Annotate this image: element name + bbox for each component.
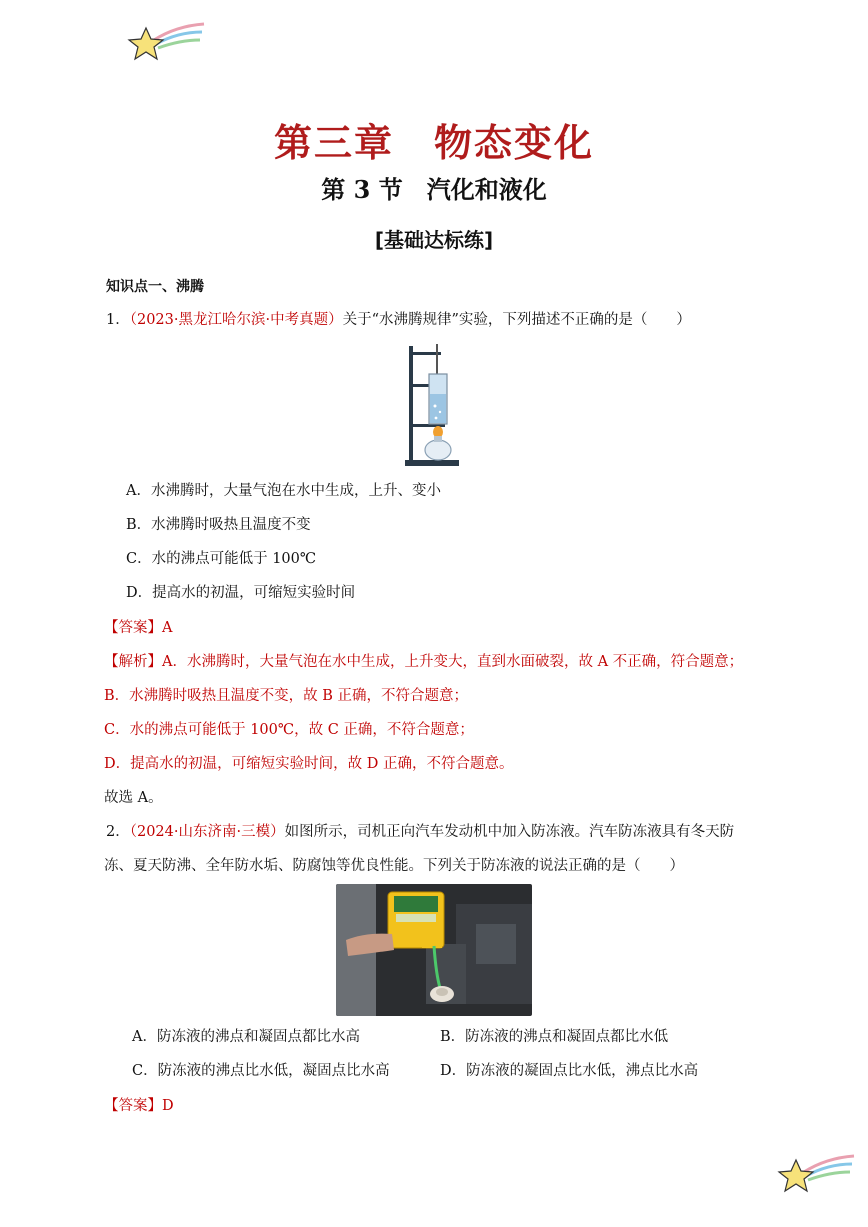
question-1-stem [106,310,691,330]
option-c: C．防冻液的沸点比水低，凝固点比水高 [132,1063,390,1079]
question-source: （2023·黑龙江哈尔滨·中考真题） [129,312,343,328]
answer-label: 【答案】 [104,1098,162,1114]
answer-label: 【答案】 [104,620,162,636]
analysis-line: B．水沸腾时吸热且温度不变，故 B 正确，不符合题意； [104,688,469,704]
option-b: B．防冻液的沸点和凝固点都比水低 [440,1029,669,1045]
analysis-line: C．水的沸点可能低于 100℃，故 C 正确，不符合题意； [104,722,474,738]
question-source: （2024·山东济南·三模） [129,824,285,840]
antifreeze-photo-image [336,884,532,1016]
answer-value: A [162,620,173,636]
question-2-stem-continued: 冻、夏天防沸、全年防水垢、防腐蚀等优良性能。下列关于防冻液的说法正确的是（ ） [104,858,684,874]
practice-title: [基础达标练] [374,228,494,252]
option-d: D．防冻液的凝固点比水低，沸点比水高 [440,1063,699,1079]
analysis-line: D．提高水的初温，可缩短实验时间，故 D 正确，不符合题意。 [104,756,514,772]
question-2-stem [106,822,734,842]
boiling-apparatus-image [403,340,463,470]
answer [104,1096,174,1116]
section-title: 第 3 节 汽化和液化 [321,175,547,204]
question-text: 关于“水沸腾规律”实验，下列描述不正确的是（ ） [342,312,691,328]
answer-value: D [162,1098,174,1114]
option-d: D．提高水的初温，可缩短实验时间 [126,585,356,601]
question-text: 如图所示，司机正向汽车发动机中加入防冻液。汽车防冻液具有冬天防 [284,824,735,840]
star-decoration-icon [126,20,206,66]
analysis-line [104,652,743,672]
knowledge-point-heading: 知识点一、沸腾 [106,279,204,295]
option-b: B．水沸腾时吸热且温度不变 [126,517,311,533]
option-a: A．防冻液的沸点和凝固点都比水高 [132,1029,360,1045]
option-a: A．水沸腾时，大量气泡在水中生成，上升、变小 [126,483,441,499]
option-c: C．水的沸点可能低于 100℃ [126,551,317,567]
question-number: 2． [106,824,130,840]
analysis-label: 【解析】 [104,654,162,670]
answer [104,618,172,638]
analysis-text: A．水沸腾时，大量气泡在水中生成，上升变大，直到水面破裂，故 A 不正确，符合题意； [162,654,744,670]
star-decoration-icon [776,1150,856,1198]
question-number: 1． [106,312,130,328]
chapter-title: 第三章 物态变化 [273,120,594,165]
conclusion: 故选 A。 [104,790,163,806]
